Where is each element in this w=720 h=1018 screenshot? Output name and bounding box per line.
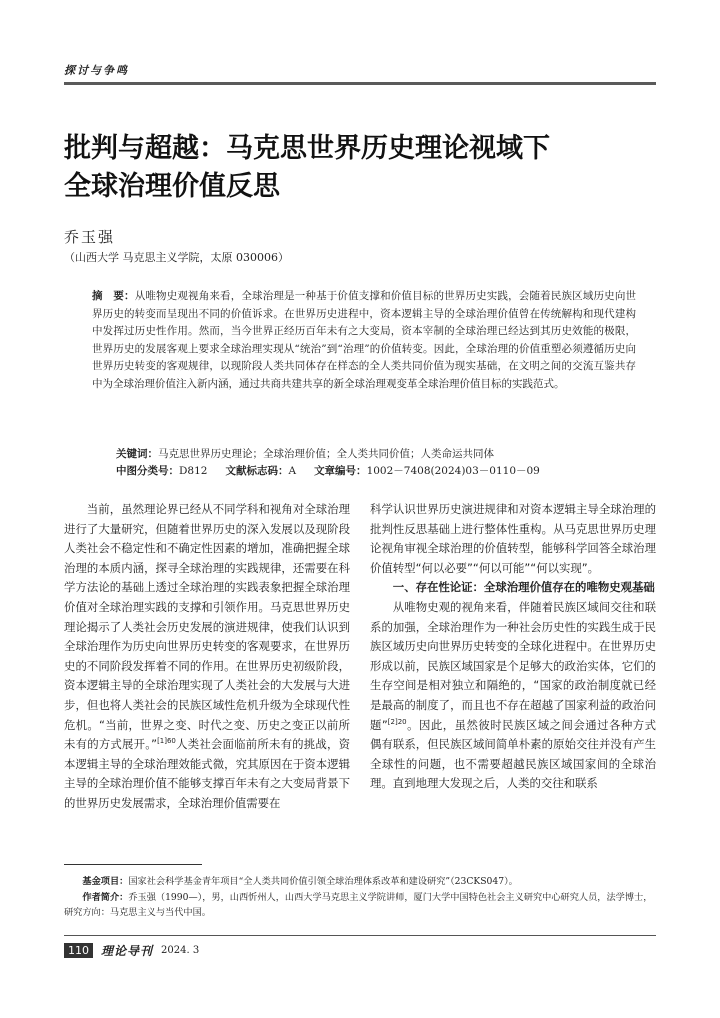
fund-note xyxy=(64,874,656,890)
fund-text: 国家社会科学基金青年项目“全人类共同价值引领全球治理体系改革和建设研究”（23CKS047）。 xyxy=(128,876,518,887)
author-note xyxy=(64,890,656,921)
classification-line xyxy=(116,463,656,480)
footer-rule xyxy=(64,935,656,936)
paragraph-text: 人类社会面临前所未有的挑战，资本逻辑主导的全球治理效能式微，究其原因在于资本逻辑主导的全球治理价值不能够支撑百年未有之大变局背景下的世界历史发展需求，全球治理价值需要在 xyxy=(64,737,350,810)
author-name: 乔玉强 xyxy=(64,228,116,246)
abstract xyxy=(92,288,636,394)
footnotes xyxy=(64,874,656,921)
journal-issue: 2024. 3 xyxy=(161,944,200,956)
body-paragraph xyxy=(370,598,656,794)
author-bio-text: 乔玉强（1990—），男，山西忻州人，山西大学马克思主义学院讲师，厦门大学中国特色社会主义研究中心研究人员，法学博士，研究方向：马克思主义与当代中国。 xyxy=(64,891,653,918)
citation-ref: [1]60 xyxy=(157,737,176,746)
article-number-label: 文章编号： xyxy=(314,465,367,477)
clc-label: 中图分类号： xyxy=(116,465,179,477)
body-paragraph: 科学认识世界历史演进规律和对资本逻辑主导全球治理的批判性反思基础上进行整体性重构。从马克思世界历史理论视角审视全球治理的价值转型，能够科学回答全球治理价值转型“何以必要”“何以可能”“何以实现”。 xyxy=(370,502,656,575)
keywords-text: 马克思世界历史理论；全球治理价值；全人类共同价值；人类命运共同体 xyxy=(158,448,494,460)
doc-code-label: 文献标志码： xyxy=(225,465,289,477)
article-number-value: 1002－7408(2024)03－0110－09 xyxy=(366,465,540,477)
section-heading: 一、存在性论证：全球治理价值存在的唯物史观基础 xyxy=(392,580,655,595)
section-tag: 探讨与争鸣 xyxy=(64,64,129,77)
page-footer xyxy=(64,941,199,959)
title-line-1: 批判与超越：马克思世界历史理论视域下 xyxy=(64,133,550,164)
paragraph-text: 从唯物史观的视角来看，伴随着民族区域间交往和联系的加强，全球治理作为一种社会历史性的实践生成于民族区域历史向世界历史转变的全球化进程中。在世界历史形成以前，民族区域国家是个足够大的政治实体，它们的生存空间是相对独立和隔绝的，“国家的政治制度就已经是最高的制度了，而且也不存在超越了国家利益的政治问题” xyxy=(370,599,656,732)
abstract-text: 从唯物史观视角来看，全球治理是一种基于价值支撑和价值目标的世界历史实践，会随着民族区域历史向世界历史的转变而呈现出不同的价值诉求。在世界历史进程中，资本逻辑主导的全球治理价值曾在传统解构和现代建构中发挥过历史性作用。然而，当今世界正经历百年未有之大变局，资本宰制的全球治理已经达到其历史效能的极限，世界历史的发展客观上要求全球治理实现从“统治”到“治理”的价值转变。因此，全球治理的价值重塑必须遵循历史向世界历史转变的客观规律，以现阶段人类共同体存在样态的全人类共同价值为现实基础，在文明之间的交流互鉴共存中为全球治理价值注入新内涵，通过共商共建共享的新全球治理观变革全球治理价值目标的实践范式。 xyxy=(92,290,637,390)
body-column-right xyxy=(370,500,656,794)
author-affiliation: （山西大学 马克思主义学院，太原 030006） xyxy=(64,251,289,264)
article-title xyxy=(64,130,664,206)
body-column-left xyxy=(64,500,350,814)
paragraph-text: 当前，虽然理论界已经从不同学科和视角对全球治理进行了大量研究，但随着世界历史的深入发展以及现阶段人类社会不稳定性和不确定性因素的增加，准确把握全球治理的本质内涵，探寻全球治理的实践规律，还需要在科学方法论的基础上透过全球治理的实践表象把握全球治理价值对全球治理实践的支撑和引领作用。马克思世界历史理论揭示了人类社会历史发展的演进规律，使我们认识到全球治理作为历史向世界历史转变的客观要求，在世界历史的不同阶段发挥着不同的作用。在世界历史初级阶段，资本逻辑主导的全球治理实现了人类社会的大发展与大进步，但也将人类社会的民族区域性危机升级为全球现代性危机。“当前，世界之变、时代之变、历史之变正以前所未有的方式展开。” xyxy=(64,502,350,752)
keywords xyxy=(116,446,656,463)
doc-code-value: A xyxy=(288,465,297,477)
keywords-label: 关键词： xyxy=(116,448,158,460)
author-bio-label: 作者简介： xyxy=(82,891,129,903)
paragraph-text: 。因此，虽然彼时民族区域之间会通过各种方式偶有联系，但民族区域间简单朴素的原始交往并没有产生全球性的问题，也不需要超越民族区域国家间的全球治理。直到地理大发现之后，人类的交往和联系 xyxy=(370,717,656,791)
footnote-rule xyxy=(64,864,202,865)
title-line-2: 全球治理价值反思 xyxy=(64,171,280,202)
body-paragraph xyxy=(64,500,350,814)
journal-name: 理论导刊 xyxy=(101,943,154,958)
header-rule xyxy=(64,82,656,85)
citation-ref: [2]20 xyxy=(387,717,407,726)
clc-value: D812 xyxy=(179,465,208,477)
abstract-label: 摘 要： xyxy=(92,290,135,302)
page-number: 110 xyxy=(64,943,93,958)
fund-label: 基金项目： xyxy=(82,876,129,887)
